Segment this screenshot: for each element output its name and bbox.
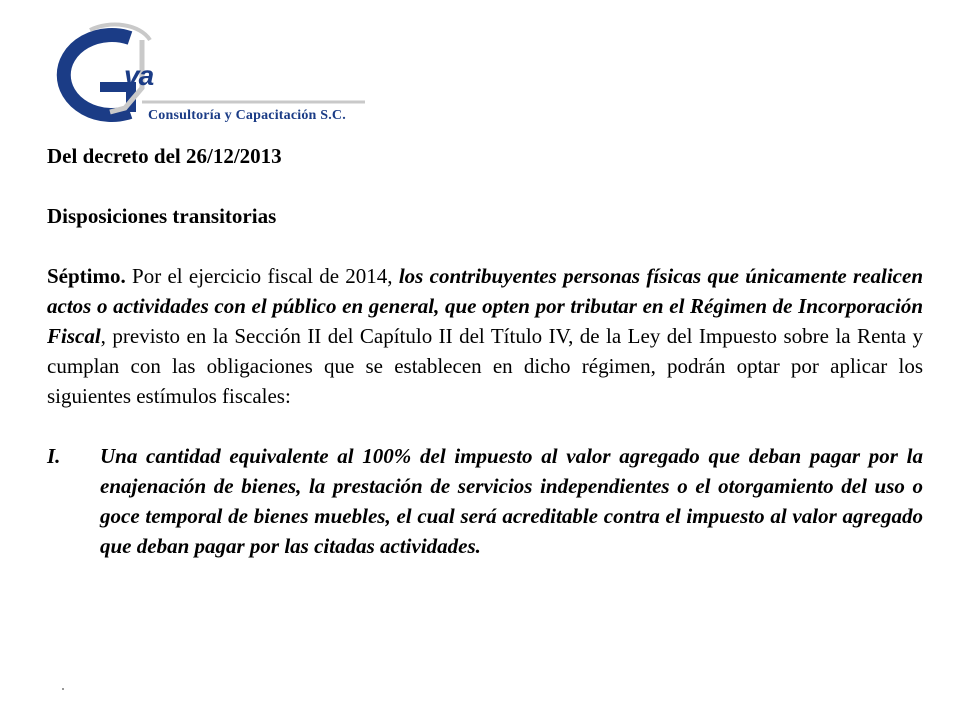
list-item-number: I. — [47, 444, 61, 468]
paragraph-emphasis-regime: Régimen de Incorporación Fiscal — [47, 294, 923, 348]
list-item — [47, 441, 923, 561]
section-heading: Disposiciones transitorias — [47, 204, 277, 228]
article-lead: Séptimo. — [47, 264, 126, 288]
company-name: Consultoría y Capacitación S.C. — [148, 108, 346, 123]
decree-heading: Del decreto del 26/12/2013 — [47, 144, 282, 168]
list-item-text: Una cantidad equivalente al 100% del impuesto al valor agregado que deban pagar por la enajenación de bienes, la prestación de servicios independientes o el otorgamiento del uso o goce temporal de bienes muebles, el cual será acreditable contra el impuesto al valor agregado que deban pagar por las citadas actividades. — [100, 444, 923, 558]
article-paragraph — [47, 261, 923, 411]
decorative-dot — [62, 688, 64, 690]
paragraph-text-2: , previsto en la Sección II del Capítulo II del Título IV, de la Ley del Impuesto sobre la Renta y cumplan con las obligaciones que se establecen en dicho régimen, podrán optar por aplicar los siguientes estímulos fiscales: — [47, 324, 923, 408]
logo-letters: va — [124, 60, 154, 91]
document-body — [47, 141, 923, 561]
paragraph-text-1: Por el ejercicio fiscal de 2014, — [125, 264, 399, 288]
company-logo — [30, 20, 370, 130]
paragraph-emphasis-1: los contribuyentes personas físicas que únicamente realicen actos o actividades con el público en general, que opten por tributar en el — [47, 264, 924, 318]
